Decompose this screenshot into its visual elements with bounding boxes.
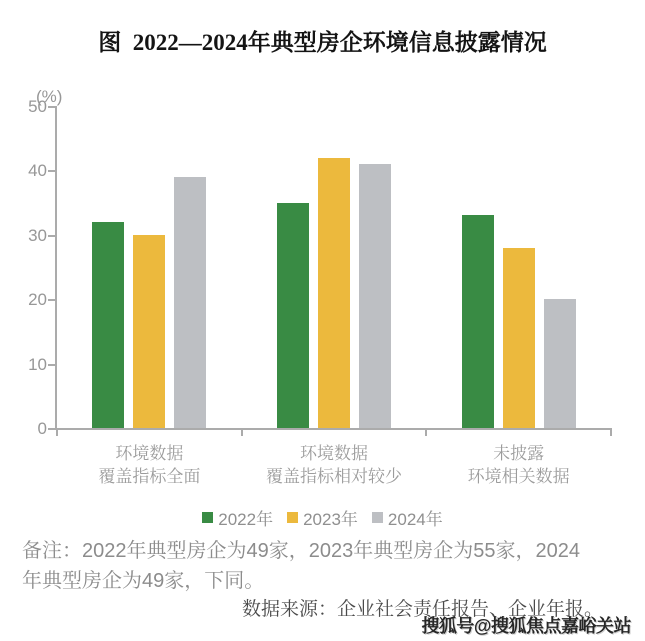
bar-2023年-group-3: [503, 248, 535, 428]
data-source-note: 数据来源：企业社会责任报告、企业年报。: [241, 599, 603, 620]
y-axis-tick: [48, 428, 56, 430]
legend-swatch-icon: [372, 512, 383, 523]
bar-2023年-group-1: [133, 235, 165, 428]
watermark: 搜狐号@搜狐焦点嘉峪关站: [421, 616, 631, 636]
bar-2022年-group-1: [92, 222, 124, 428]
footnote-line-2: 年典型房企为49家，下同。: [22, 570, 265, 592]
y-axis-tick: [48, 106, 56, 108]
category-label-line: 环境相关数据: [467, 467, 570, 486]
bar-2022年-group-3: [462, 215, 494, 428]
y-axis-tick-label: 30: [28, 225, 47, 245]
legend-label: 2022年: [218, 510, 274, 529]
legend-label: 2024年: [387, 510, 443, 529]
legend-item-2022年: [202, 505, 273, 530]
bar-2022年-group-2: [277, 203, 309, 428]
legend-swatch-icon: [202, 512, 213, 523]
category-label-line: 环境数据: [300, 444, 368, 463]
category-label-line: 覆盖指标相对较少: [266, 467, 402, 486]
y-axis-tick: [48, 235, 56, 237]
legend-item-2023年: [287, 505, 358, 530]
legend-item-2024年: [372, 505, 443, 530]
bar-2024年-group-3: [544, 299, 576, 428]
x-axis-tick: [425, 428, 427, 436]
bar-2024年-group-1: [174, 177, 206, 428]
y-axis-tick: [48, 170, 56, 172]
y-axis-tick: [48, 299, 56, 301]
y-axis-line: [55, 106, 57, 428]
category-label-line: 覆盖指标全面: [98, 467, 201, 486]
bar-2024年-group-2: [359, 164, 391, 428]
legend-label: 2023年: [303, 510, 358, 529]
x-axis-tick: [56, 428, 58, 436]
y-axis-tick-label: 50: [28, 97, 47, 116]
chart-title: 图 2022—2024年典型房企环境信息披露情况: [98, 30, 547, 55]
y-axis-tick-label: 0: [37, 419, 47, 438]
x-axis-tick: [241, 428, 243, 436]
y-axis-tick-label: 10: [28, 354, 47, 374]
x-axis-tick: [610, 428, 612, 436]
chart-legend: [0, 505, 645, 530]
category-label-line: 环境数据: [115, 444, 184, 463]
bar-2023年-group-2: [318, 158, 350, 428]
chart-footnote: [22, 536, 628, 596]
y-axis-tick-label: 20: [28, 290, 47, 310]
legend-swatch-icon: [287, 512, 298, 523]
y-axis-unit-label: (%): [36, 87, 63, 106]
footnote-line-1: 备注：2022年典型房企为49家，2023年典型房企为55家，2024: [22, 540, 580, 562]
y-axis-tick: [48, 364, 56, 366]
category-label-line: 未披露: [493, 444, 545, 463]
x-axis-line: [55, 428, 612, 430]
x-axis-category-label: [409, 442, 629, 488]
y-axis-tick-label: 40: [28, 161, 47, 181]
